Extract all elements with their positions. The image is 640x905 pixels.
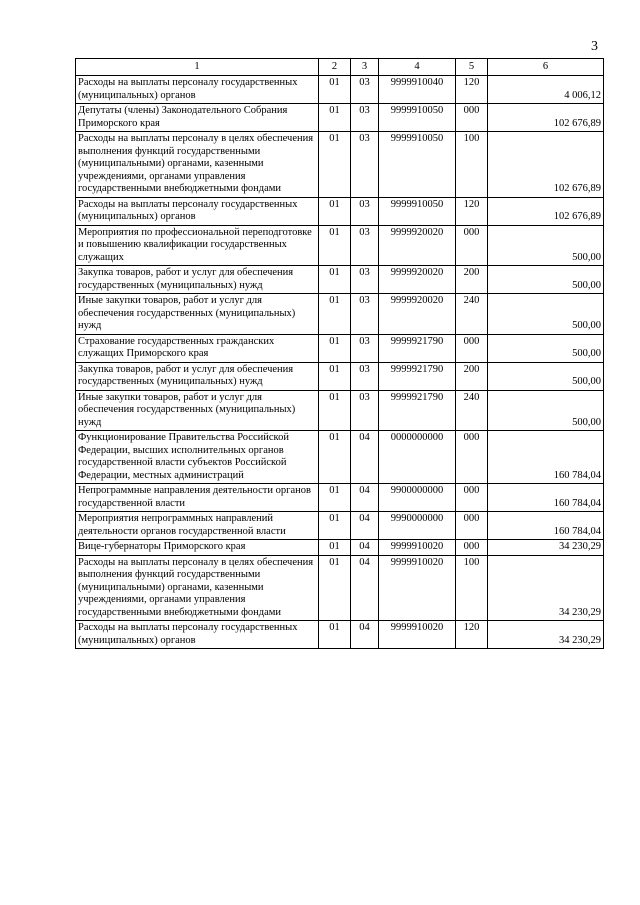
expense-type-cell: 100 <box>456 132 488 198</box>
expense-type-cell: 200 <box>456 362 488 390</box>
amount-cell: 102 676,89 <box>488 104 604 132</box>
table-row <box>76 76 604 104</box>
subsection-code-cell: 04 <box>351 512 379 540</box>
target-article-cell: 9999920020 <box>379 294 456 335</box>
table-row <box>76 484 604 512</box>
column-header: 2 <box>319 59 351 76</box>
expense-type-cell: 000 <box>456 540 488 556</box>
subsection-code-cell: 03 <box>351 362 379 390</box>
subsection-code-cell: 03 <box>351 390 379 431</box>
section-code-cell: 01 <box>319 76 351 104</box>
item-name-cell: Вице-губернаторы Приморского края <box>76 540 319 556</box>
amount-cell: 34 230,29 <box>488 540 604 556</box>
target-article-cell: 9990000000 <box>379 512 456 540</box>
expense-type-cell: 240 <box>456 294 488 335</box>
subsection-code-cell: 03 <box>351 294 379 335</box>
amount-cell: 160 784,04 <box>488 484 604 512</box>
subsection-code-cell: 03 <box>351 104 379 132</box>
table-row <box>76 334 604 362</box>
expense-type-cell: 120 <box>456 76 488 104</box>
budget-table <box>75 58 604 649</box>
expense-type-cell: 120 <box>456 197 488 225</box>
column-header: 3 <box>351 59 379 76</box>
section-code-cell: 01 <box>319 362 351 390</box>
subsection-code-cell: 03 <box>351 76 379 104</box>
section-code-cell: 01 <box>319 431 351 484</box>
section-code-cell: 01 <box>319 484 351 512</box>
item-name-cell: Непрограммные направления деятельности органов государственной власти <box>76 484 319 512</box>
item-name-cell: Расходы на выплаты персоналу государственных (муниципальных) органов <box>76 621 319 649</box>
target-article-cell: 9999910050 <box>379 132 456 198</box>
subsection-code-cell: 04 <box>351 484 379 512</box>
amount-cell: 160 784,04 <box>488 431 604 484</box>
amount-cell: 500,00 <box>488 266 604 294</box>
header-row <box>76 59 604 76</box>
column-header: 4 <box>379 59 456 76</box>
column-header: 6 <box>488 59 604 76</box>
section-code-cell: 01 <box>319 555 351 621</box>
item-name-cell: Депутаты (члены) Законодательного Собрания Приморского края <box>76 104 319 132</box>
amount-cell: 34 230,29 <box>488 555 604 621</box>
section-code-cell: 01 <box>319 621 351 649</box>
item-name-cell: Закупка товаров, работ и услуг для обеспечения государственных (муниципальных) нужд <box>76 362 319 390</box>
expense-type-cell: 000 <box>456 334 488 362</box>
item-name-cell: Функционирование Правительства Российской Федерации, высших исполнительных органов государственной власти субъектов Российской Федерации, местных администраций <box>76 431 319 484</box>
subsection-code-cell: 04 <box>351 431 379 484</box>
target-article-cell: 9999921790 <box>379 390 456 431</box>
target-article-cell: 0000000000 <box>379 431 456 484</box>
subsection-code-cell: 03 <box>351 334 379 362</box>
section-code-cell: 01 <box>319 294 351 335</box>
amount-cell: 102 676,89 <box>488 132 604 198</box>
table-row <box>76 512 604 540</box>
amount-cell: 500,00 <box>488 334 604 362</box>
column-header: 1 <box>76 59 319 76</box>
amount-cell: 500,00 <box>488 362 604 390</box>
table-row <box>76 621 604 649</box>
column-header: 5 <box>456 59 488 76</box>
item-name-cell: Иные закупки товаров, работ и услуг для обеспечения государственных (муниципальных) нужд <box>76 390 319 431</box>
target-article-cell: 9900000000 <box>379 484 456 512</box>
expense-type-cell: 000 <box>456 104 488 132</box>
section-code-cell: 01 <box>319 266 351 294</box>
target-article-cell: 9999921790 <box>379 362 456 390</box>
item-name-cell: Расходы на выплаты персоналу государственных (муниципальных) органов <box>76 197 319 225</box>
table-row <box>76 431 604 484</box>
amount-cell: 500,00 <box>488 294 604 335</box>
table-row <box>76 197 604 225</box>
amount-cell: 34 230,29 <box>488 621 604 649</box>
subsection-code-cell: 03 <box>351 197 379 225</box>
page-number: 3 <box>591 39 598 54</box>
amount-cell: 160 784,04 <box>488 512 604 540</box>
amount-cell: 500,00 <box>488 390 604 431</box>
section-code-cell: 01 <box>319 390 351 431</box>
table-row <box>76 294 604 335</box>
subsection-code-cell: 04 <box>351 621 379 649</box>
item-name-cell: Иные закупки товаров, работ и услуг для обеспечения государственных (муниципальных) нужд <box>76 294 319 335</box>
table-header <box>76 59 604 76</box>
expense-type-cell: 000 <box>456 484 488 512</box>
table-row <box>76 390 604 431</box>
section-code-cell: 01 <box>319 512 351 540</box>
target-article-cell: 9999910050 <box>379 197 456 225</box>
subsection-code-cell: 04 <box>351 555 379 621</box>
expense-type-cell: 200 <box>456 266 488 294</box>
section-code-cell: 01 <box>319 132 351 198</box>
item-name-cell: Мероприятия непрограммных направлений деятельности органов государственной власти <box>76 512 319 540</box>
target-article-cell: 9999910020 <box>379 555 456 621</box>
table-row <box>76 362 604 390</box>
expense-type-cell: 240 <box>456 390 488 431</box>
subsection-code-cell: 03 <box>351 225 379 266</box>
target-article-cell: 9999920020 <box>379 266 456 294</box>
target-article-cell: 9999910050 <box>379 104 456 132</box>
expense-type-cell: 120 <box>456 621 488 649</box>
table-row <box>76 555 604 621</box>
target-article-cell: 9999910040 <box>379 76 456 104</box>
target-article-cell: 9999910020 <box>379 540 456 556</box>
item-name-cell: Расходы на выплаты персоналу в целях обеспечения выполнения функций государственными (муниципальными) органами, казенными учреждениями, органами управления государственными внебюджетными фондами <box>76 555 319 621</box>
section-code-cell: 01 <box>319 197 351 225</box>
section-code-cell: 01 <box>319 225 351 266</box>
table-row <box>76 540 604 556</box>
amount-cell: 4 006,12 <box>488 76 604 104</box>
amount-cell: 500,00 <box>488 225 604 266</box>
subsection-code-cell: 03 <box>351 132 379 198</box>
expense-type-cell: 100 <box>456 555 488 621</box>
item-name-cell: Расходы на выплаты персоналу государственных (муниципальных) органов <box>76 76 319 104</box>
subsection-code-cell: 03 <box>351 266 379 294</box>
section-code-cell: 01 <box>319 104 351 132</box>
table-row <box>76 225 604 266</box>
target-article-cell: 9999910020 <box>379 621 456 649</box>
expense-type-cell: 000 <box>456 512 488 540</box>
item-name-cell: Расходы на выплаты персоналу в целях обеспечения выполнения функций государственными (муниципальными) органами, казенными учреждениями, органами управления государственными внебюджетными фондами <box>76 132 319 198</box>
table-body <box>76 76 604 649</box>
expense-type-cell: 000 <box>456 225 488 266</box>
table-row <box>76 104 604 132</box>
target-article-cell: 9999921790 <box>379 334 456 362</box>
table-row <box>76 132 604 198</box>
item-name-cell: Мероприятия по профессиональной переподготовке и повышению квалификации государственных служащих <box>76 225 319 266</box>
section-code-cell: 01 <box>319 334 351 362</box>
target-article-cell: 9999920020 <box>379 225 456 266</box>
subsection-code-cell: 04 <box>351 540 379 556</box>
item-name-cell: Страхование государственных гражданских служащих Приморского края <box>76 334 319 362</box>
item-name-cell: Закупка товаров, работ и услуг для обеспечения государственных (муниципальных) нужд <box>76 266 319 294</box>
amount-cell: 102 676,89 <box>488 197 604 225</box>
section-code-cell: 01 <box>319 540 351 556</box>
expense-type-cell: 000 <box>456 431 488 484</box>
table-row <box>76 266 604 294</box>
